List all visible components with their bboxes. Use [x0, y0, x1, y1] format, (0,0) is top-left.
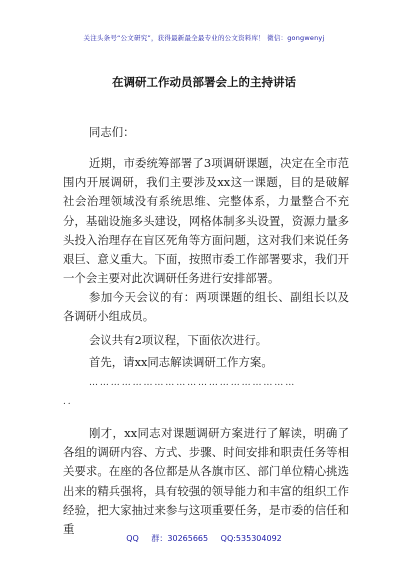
page-title: 在调研工作动员部署会上的主持讲话: [112, 75, 296, 89]
ellipsis-line-end: ..: [63, 397, 73, 407]
paragraph-3: 会议共有2项议程，下面依次进行。: [89, 333, 268, 347]
paragraph-2: 参加今天会议的有：两项课题的组长、副组长以及各调研小组成员。: [63, 290, 349, 324]
footer-contact: QQ 群：30265665 QQ:535304092: [126, 534, 282, 543]
header-note: 关注头条号“公文研究”，获得最新最全最专业的公文资料库！ 微信：gongwenyj: [83, 34, 325, 42]
paragraph-1: 近期，市委统筹部署了3项调研课题，决定在全市范围内开展调研，我们主要涉及xx这一课题，目的是破解社会治理领域没有系统思维、完整体系，力量整合不充分，基础设施多头建设，网格体制多头设置，资源力量多头投入治理存在盲区死角等方面问题，这对我们来说任务艰巨、意义重大。下面，按照市委工作部署要求，我们开一个会主要对此次调研任务进行安排部署。: [63, 156, 349, 286]
paragraph-5: 刚才，xx同志对课题调研方案进行了解读，明确了各组的调研内容、方式、步骤、时间安排和职责任务等相关要求。在座的各位都是从各旗市区、部门单位精心挑选出来的精兵强将，具有较强的领导能力和丰富的组织工作经验，把大家抽过来参与这项重要任务，是市委的信任和重: [63, 426, 349, 537]
salutation: 同志们：: [89, 125, 135, 139]
ellipsis-line: …………………………………………………: [89, 378, 297, 388]
paragraph-4: 首先，请xx同志解读调研工作方案。: [89, 355, 273, 369]
